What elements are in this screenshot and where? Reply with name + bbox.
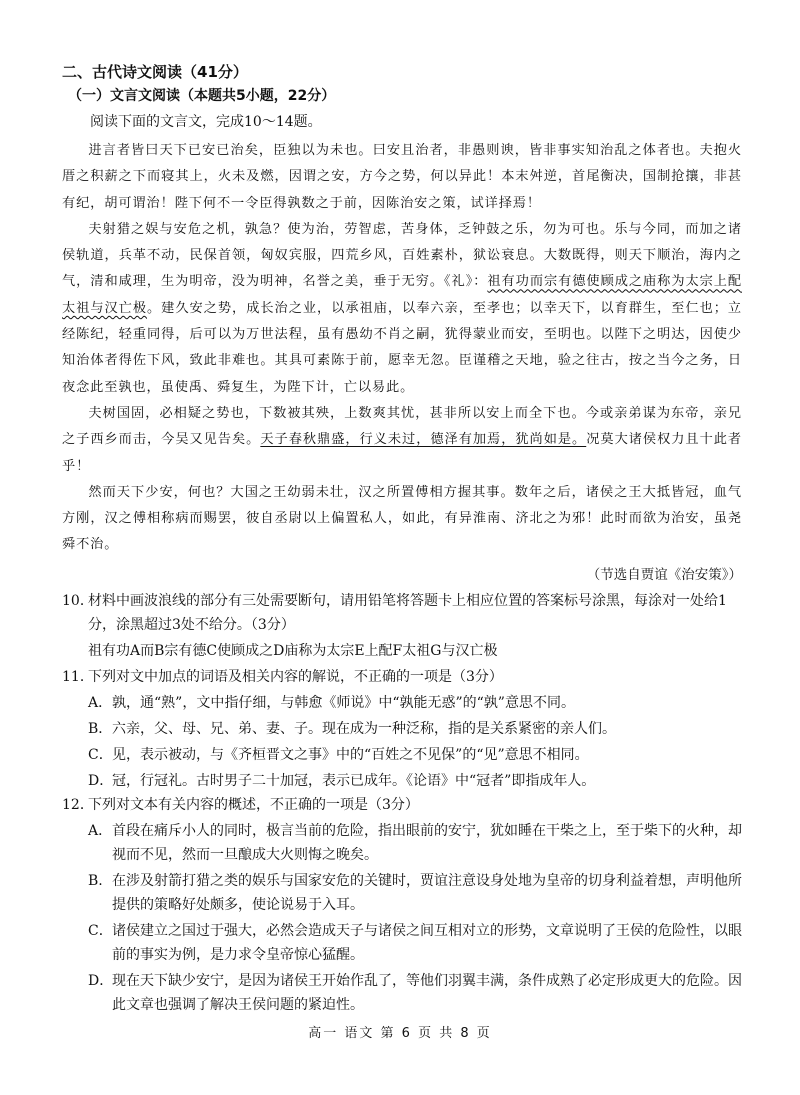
option-c <box>88 919 742 967</box>
section-title: 二、古代诗文阅读（41分） <box>62 63 248 81</box>
option-text: 冠，行冠礼。古时男子二十加冠，表示已成年。《论语》中“冠者”即指成年人。 <box>112 772 596 789</box>
option-text: 首段在痛斥小人的同时，极言当前的危险，指出眼前的安宁，犹如睡在干柴之上，至于柴下的火种，却视而不见，然而一旦酿成大火则悔之晚矣。 <box>112 822 742 863</box>
option-label: A． <box>88 694 113 711</box>
p2-text-before: 夫射猎之娱与安危之机，孰急？使为治，劳智虑，苦身体，乏钟鼓之乐，勿为可也。乐与今同，而加之诸侯轨道，兵革不动，民保首领，匈奴宾服，四荒乡风，百姓素朴，狱讼衰息。大数既得，则天下顺治，海内之气，清和咸理，生为明帝，没为明神，名誉之美，垂于无穷。《礼》： <box>62 221 742 290</box>
question-number: 12． <box>62 796 94 813</box>
option-text: 在涉及射箭打猎之类的娱乐与国家安危的关键时，贾谊注意设身处地为皇帝的切身利益着想，声明他所提供的策略好处颇多，使论说易于入耳。 <box>112 872 742 913</box>
question-text: 下列对文中加点的词语及相关内容的解说，不正确的一项是（3分） <box>88 668 503 685</box>
option-label: B. <box>88 872 103 889</box>
option-label: A． <box>88 822 113 839</box>
question-text: 材料中画波浪线的部分有三处需要断句，请用铅笔将答题卡上相应位置的答案标号涂黑，每涂对一处给1分，涂黑超过3处不给分。（3分） <box>88 592 727 633</box>
p3-text-before: 夫树国固，必相疑之势也，下数被其殃，上数爽其忧，甚非所以安上而全下也。今或亲弟谋为东帝，亲兄之子西乡而击，今吴又见告矣。 <box>62 405 742 448</box>
question-text: 下列对文本有关内容的概述，不正确的一项是（3分） <box>88 796 419 813</box>
passage-paragraph-2 <box>62 217 742 401</box>
question-12 <box>62 793 742 1017</box>
passage-paragraph-1: 进言者皆曰天下已安已治矣，臣独以为未也。曰安且治者，非愚则谀，皆非事实知治乱之体者也。夫抱火厝之积薪之下而寝其上，火未及燃，因谓之安，方今之势，何以异此！本末舛逆，首尾衡决，国制抢攘，非甚有纪，胡可谓治！陛下何不一令臣得孰数之于前，因陈治安之策，试详择焉！ <box>62 143 742 211</box>
question-11 <box>62 665 742 793</box>
option-text: 诸侯建立之国过于强大，必然会造成天子与诸侯之间互相对立的形势，文章说明了王侯的危险性，以眼前的事实为例，是力求令皇帝惊心猛醒。 <box>112 922 742 963</box>
option-label: C． <box>88 746 113 763</box>
page-footer: 高一 语文 第 6 页 共 8 页 <box>308 1026 492 1041</box>
subsection-title: （一）文言文阅读（本题共5小题，22分） <box>68 88 336 104</box>
option-d <box>88 969 742 1017</box>
option-b <box>88 717 742 741</box>
option-c <box>88 743 742 767</box>
option-label: C． <box>88 922 113 939</box>
wavy-underlined-sentence: 祖有功而宗有德使顾成之庙称为太宗上配太祖与汉亡极 <box>62 274 742 316</box>
sentence-break-options: 祖有功A而B宗有德C使顾成之D庙称为太宗E上配F太祖G与汉亡极 <box>88 642 498 659</box>
option-d <box>88 769 742 793</box>
question-number: 10． <box>62 592 94 609</box>
passage-source: （节选自贾谊《治安策》） <box>586 566 742 583</box>
instructions: 阅读下面的文言文，完成10～14题。 <box>90 114 322 130</box>
underlined-sentence: 天子春秋鼎盛，行义未过，德泽有加焉，犹尚如是。 <box>260 432 587 448</box>
exam-page <box>62 60 742 1017</box>
option-text: 孰，通“熟”，文中指仔细，与韩愈《师说》中“孰能无惑”的“孰”意思不同。 <box>112 694 575 711</box>
option-label: B． <box>88 720 113 737</box>
option-a <box>88 691 742 715</box>
option-text: 现在天下缺少安宁，是因为诸侯王开始作乱了，等他们羽翼丰满，条件成熟了必定形成更大的危险。因此文章也强调了解决王侯问题的紧迫性。 <box>112 972 742 1013</box>
option-text: 六亲，父、母、兄、弟、妻、子。现在成为一种泛称，指的是关系紧密的亲人们。 <box>112 720 616 737</box>
p3-text-after: 况莫大诸侯权力且十此者乎！ <box>62 432 743 474</box>
p2-text-after: 。建久安之势，成长治之业，以承祖庙，以奉六亲，至孝也；以幸天下，以育群生，至仁也；立经陈纪，轻重同得，后可以为万世法程，虽有愚幼不肖之嗣，犹得蒙业而安，至明也。以陛下之明达，因使少知治体者得佐下风，致此非难也。其具可素陈于前，愿幸无忽。臣谨稽之天地，验之往古，按之当今之务，日夜念此至孰也，虽使禹、舜复生，为陛下计，亡以易此。 <box>62 300 742 395</box>
question-number: 11． <box>62 668 94 685</box>
option-text: 见，表示被动，与《齐桓晋文之事》中的“百姓之不见保”的“见”意思不相同。 <box>112 746 589 763</box>
passage <box>62 138 742 559</box>
question-10 <box>62 589 742 663</box>
option-a <box>88 819 742 867</box>
passage-paragraph-4: 然而天下少安，何也？大国之王幼弱未壮，汉之所置傅相方握其事。数年之后，诸侯之王大抵皆冠，血气方刚，汉之傅相称病而赐罢，彼自丞尉以上偏置私人，如此，有异淮南、济北之为邪！此时而欲为治安，虽尧舜不治。 <box>62 484 742 553</box>
option-b <box>88 869 742 917</box>
option-label: D． <box>88 972 114 989</box>
option-label: D． <box>88 772 114 789</box>
passage-paragraph-3 <box>62 401 742 480</box>
